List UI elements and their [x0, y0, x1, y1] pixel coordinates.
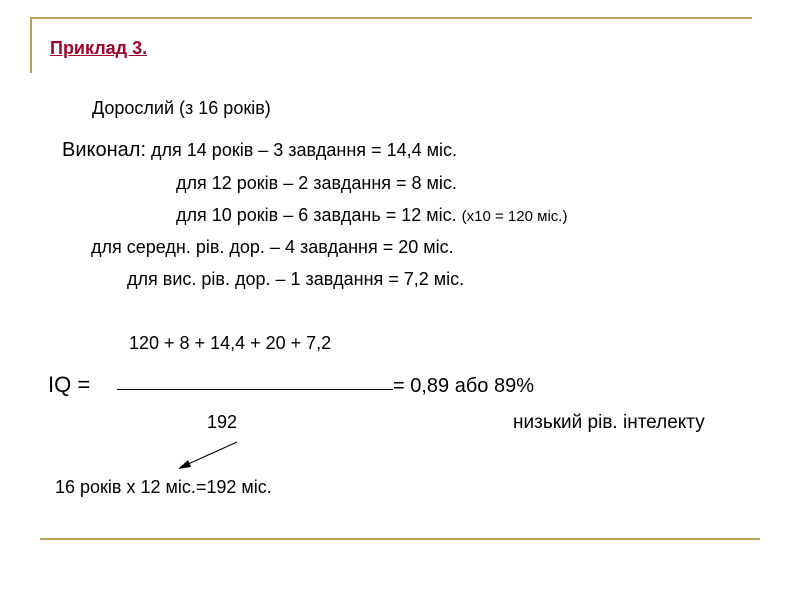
- row-5: для вис. рів. дор. – 1 завдання = 7,2 міс.: [127, 269, 465, 289]
- formula-lhs: IQ =: [48, 372, 91, 397]
- top-rule: [30, 17, 752, 19]
- row-1-lead: Виконал:: [62, 139, 147, 161]
- formula-denominator: 192: [207, 412, 238, 432]
- row-2: для 12 років – 2 завдання = 8 міс.: [176, 173, 457, 193]
- conclusion: низький рів. інтелекту: [513, 412, 705, 433]
- subtitle: Дорослий (з 16 років): [92, 98, 271, 118]
- fraction-bar: [117, 389, 393, 390]
- row-3-text: для 10 років – 6 завдань = 12 міс.: [176, 205, 457, 225]
- row-4: для середн. рів. дор. – 4 завдання = 20 міс.: [91, 237, 454, 257]
- formula-result: = 0,89 або 89%: [393, 375, 535, 397]
- footnote: 16 років х 12 міс.=192 міс.: [55, 477, 272, 497]
- left-rule: [30, 17, 32, 73]
- page-title: Приклад 3.: [50, 38, 148, 58]
- row-3: [176, 206, 567, 224]
- row-1: [62, 140, 457, 160]
- row-3-note: (х10 = 120 міс.): [461, 208, 568, 225]
- row-1-text: для 14 років – 3 завдання = 14,4 міс.: [151, 140, 457, 160]
- bottom-rule: [40, 538, 760, 540]
- formula-numerator: 120 + 8 + 14,4 + 20 + 7,2: [129, 333, 332, 353]
